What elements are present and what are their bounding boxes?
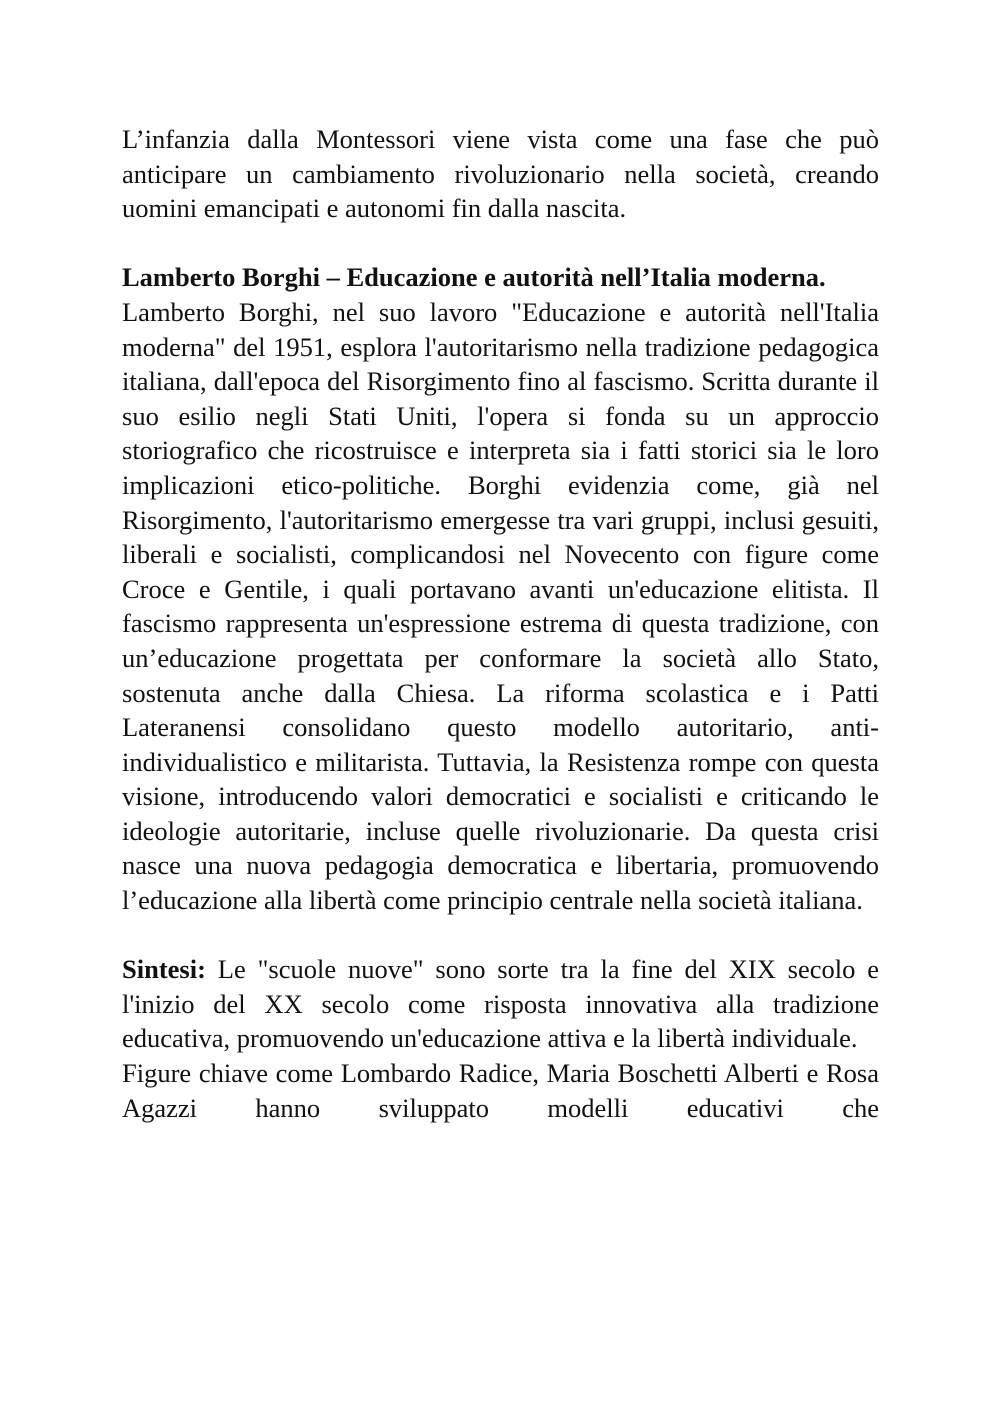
- paragraph-gap: [122, 226, 879, 261]
- sintesi-paragraph: [122, 952, 879, 1056]
- figure-paragraph: Figure chiave come Lombardo Radice, Maria Boschetti Alberti e Rosa Agazzi hanno sviluppato modelli educativi che: [122, 1058, 879, 1123]
- borghi-paragraph: Lamberto Borghi, nel suo lavoro "Educazione e autorità nell'Italia moderna" del 1951, esplora l'autoritarismo nella tradizione pedagogica italiana, dall'epoca del Risorgimento fino al fascismo. Scritta durante il suo esilio negli Stati Uniti, l'opera si fonda su un approccio storiografico che ricostruisce e interpreta sia i fatti storici sia le loro implicazioni etico-politiche. Borghi evidenzia come, già nel Risorgimento, l'autoritarismo emergesse tra vari gruppi, inclusi gesuiti, liberali e socialisti, complicandosi nel Novecento con figure come Croce e Gentile, i quali portavano avanti un'educazione elitista. Il fascismo rappresenta un'espressione estrema di questa tradizione, con un’educazione progettata per conformare la società allo Stato, sostenuta anche dalla Chiesa. La riforma scolastica e i Patti Lateranensi consolidano questo modello autoritario, anti-individualistico e militarista. Tuttavia, la Resistenza rompe con questa visione, introducendo valori democratici e socialisti e criticando le ideologie autoritarie, incluse quelle rivoluzionarie. Da questa crisi nasce una nuova pedagogia democratica e libertaria, promuovendo l’educazione alla libertà come principio centrale nella società italiana.: [122, 296, 879, 916]
- section-heading: Lamberto Borghi – Educazione e autorità nell’Italia moderna.: [122, 262, 826, 293]
- sintesi-label: Sintesi:: [122, 954, 206, 985]
- intro-paragraph: L’infanzia dalla Montessori viene vista come una fase che può anticipare un cambiamento rivoluzionario nella società, creando uomini emancipati e autonomi fin dalla nascita.: [122, 124, 879, 224]
- document-page: [122, 122, 879, 1125]
- paragraph-gap: [122, 918, 879, 953]
- sintesi-text: Le "scuole nuove" sono sorte tra la fine del XIX secolo e l'inizio del XX secolo come risposta innovativa alla tradizione educativa, promuovendo un'educazione attiva e la libertà individuale.: [122, 954, 879, 1054]
